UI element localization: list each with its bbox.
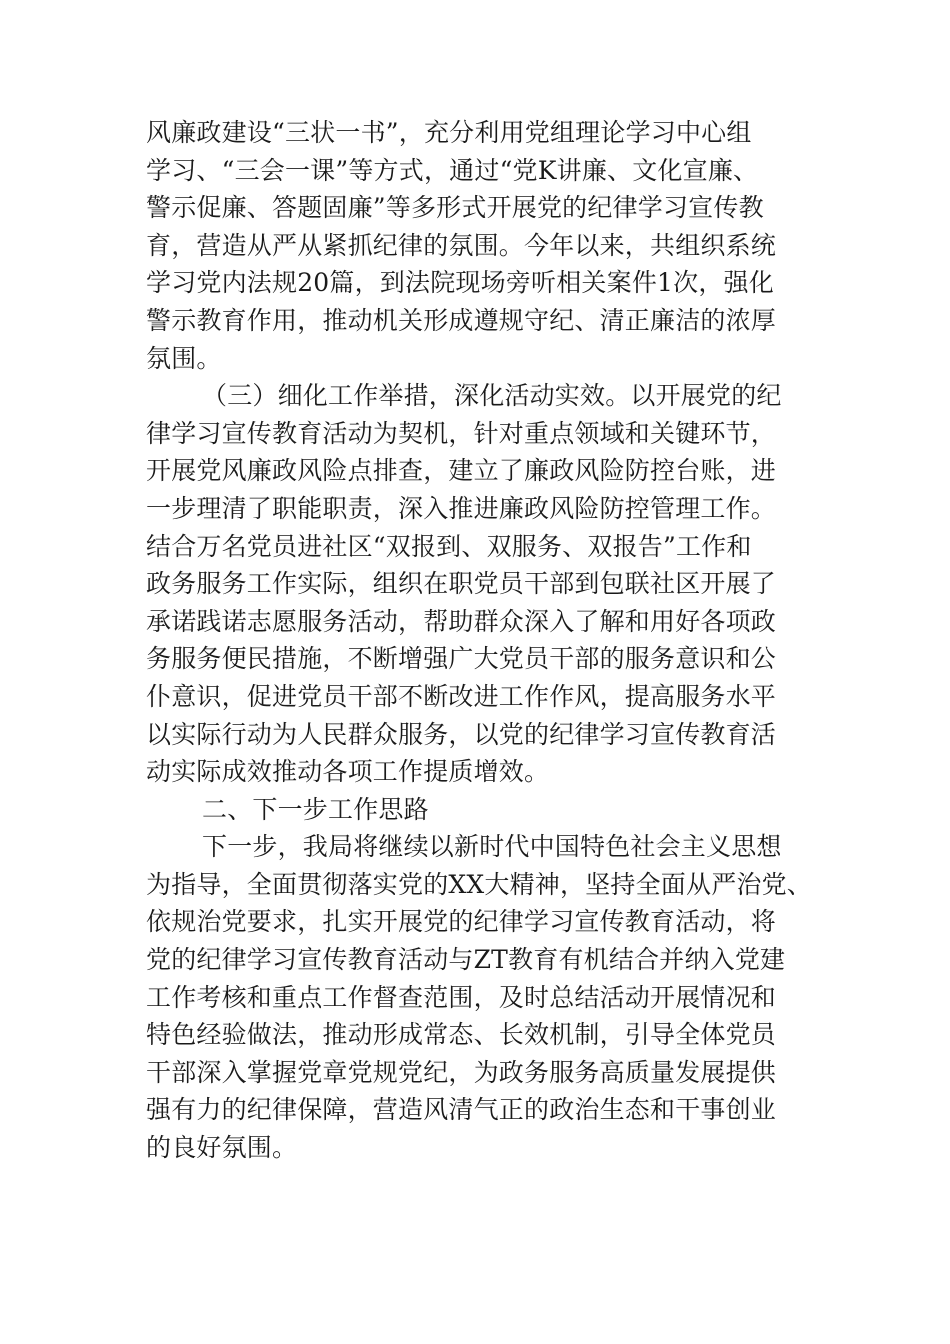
paragraph-section-three (146, 377, 836, 791)
text-line: 党的纪律学习宣传教育活动与ZT教育有机结合并纳入党建 (146, 945, 786, 975)
text-line: 政务服务工作实际，组织在职党员干部到包联社区开展了 (146, 569, 777, 599)
section-heading-next-steps (146, 791, 836, 829)
text-line: 工作考核和重点工作督查范围，及时总结活动开展情况和 (146, 982, 777, 1012)
text-line: 警示促廉、答题固廉”等多形式开展党的纪律学习宣传教 (146, 193, 764, 223)
text-line: 氛围。 (146, 343, 222, 373)
text-line: 下一步，我局将继续以新时代中国特色社会主义思想 (202, 832, 782, 862)
text-line: 动实际成效推动各项工作提质增效。 (146, 757, 550, 787)
text-line: 警示教育作用，推动机关形成遵规守纪、清正廉洁的浓厚 (146, 305, 777, 335)
text-line: 承诺践诺志愿服务活动，帮助群众深入了解和用好各项政 (146, 606, 777, 636)
section-heading: 二、下一步工作思路 (202, 794, 429, 824)
text-line: 学习、“三会一课”等方式，通过“党K讲廉、文化宣廉、 (146, 155, 759, 185)
text-line: 依规治党要求，扎实开展党的纪律学习宣传教育活动，将 (146, 907, 777, 937)
text-line: 强有力的纪律保障，营造风清气正的政治生态和干事创业 (146, 1095, 777, 1125)
paragraph-discipline-education (146, 114, 836, 377)
text-line: 学习党内法规20篇，到法院现场旁听相关案件1次，强化 (146, 268, 774, 298)
text-line: 育，营造从严从紧抓纪律的氛围。今年以来，共组织系统 (146, 230, 777, 260)
text-line: 特色经验做法，推动形成常态、长效机制，引导全体党员 (146, 1020, 777, 1050)
text-line: 律学习宣传教育活动为契机，针对重点领域和关键环节， (146, 418, 777, 448)
text-line: 为指导，全面贯彻落实党的XX大精神，坚持全面从严治党、 (146, 869, 812, 899)
text-line: 一步理清了职能职责，深入推进廉政风险防控管理工作。 (146, 493, 777, 523)
text-line: 结合万名党员进社区“双报到、双服务、双报告”工作和 (146, 531, 752, 561)
text-line: 仆意识，促进党员干部不断改进工作作风，提高服务水平 (146, 681, 777, 711)
text-line: 务服务便民措施，不断增强广大党员干部的服务意识和公 (146, 644, 777, 674)
paragraph-next-steps (146, 828, 836, 1166)
text-line: 以实际行动为人民群众服务，以党的纪律学习宣传教育活 (146, 719, 777, 749)
text-line: 的良好氛围。 (146, 1133, 298, 1163)
text-line: （三）细化工作举措，深化活动实效。以开展党的纪 (202, 381, 782, 411)
document-body (146, 114, 836, 1167)
text-line: 风廉政建设“三状一书”，充分利用党组理论学习中心组 (146, 118, 752, 147)
text-line: 开展党风廉政风险点排查，建立了廉政风险防控台账，进 (146, 456, 777, 486)
text-line: 干部深入掌握党章党规党纪，为政务服务高质量发展提供 (146, 1057, 777, 1087)
